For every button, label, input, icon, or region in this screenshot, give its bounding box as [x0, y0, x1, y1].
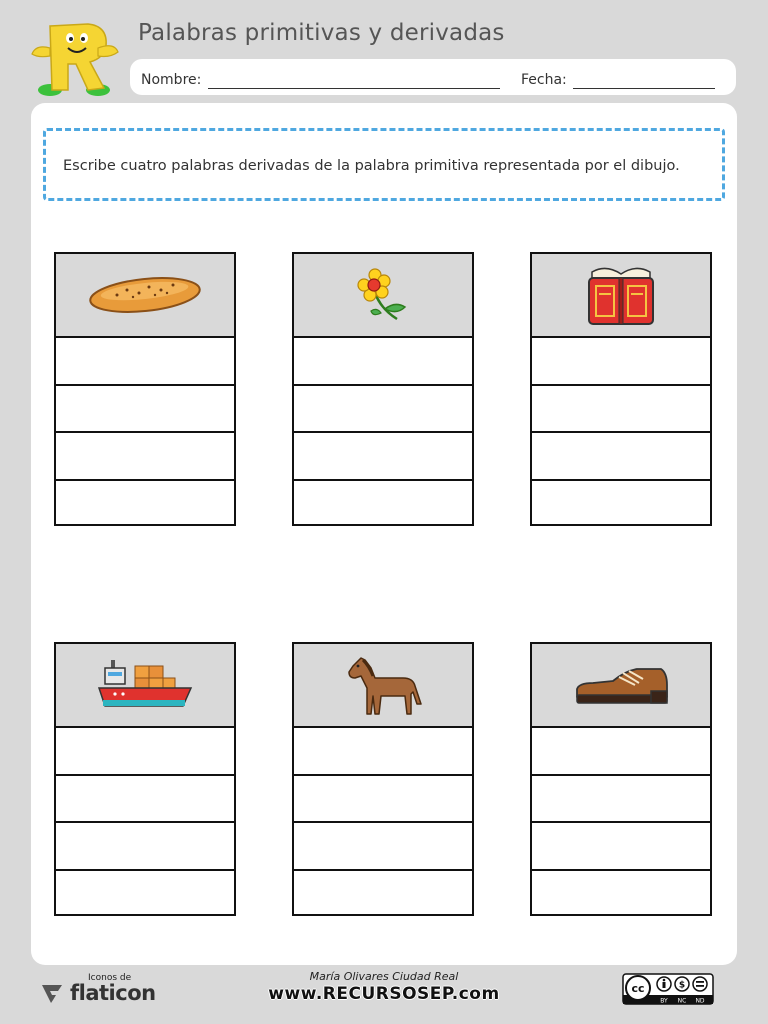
answer-line-4[interactable]	[56, 871, 234, 917]
word-card-book	[530, 252, 712, 526]
no-derivatives-icon	[693, 977, 707, 991]
name-date-bar	[130, 59, 736, 95]
date-label: Fecha:	[521, 72, 567, 88]
answer-line-2[interactable]	[294, 776, 472, 824]
ship-icon	[95, 654, 195, 716]
answer-line-3[interactable]	[56, 823, 234, 871]
name-field[interactable]	[208, 88, 500, 89]
answer-line-3[interactable]	[294, 433, 472, 481]
card-picture	[56, 254, 234, 338]
license-by-label: BY	[660, 997, 668, 1005]
word-card-shoe	[530, 642, 712, 916]
svg-text:$: $	[678, 980, 686, 991]
name-label: Nombre:	[141, 72, 202, 88]
shoe-icon	[573, 663, 669, 707]
word-card-ship	[54, 642, 236, 916]
instruction-text: Escribe cuatro palabras derivadas de la palabra primitiva representada por el dibujo.	[63, 158, 680, 174]
answer-line-1[interactable]	[532, 728, 710, 776]
word-card-horse	[292, 642, 474, 916]
book-icon	[586, 262, 656, 328]
creative-commons-license-badge	[622, 973, 714, 1005]
card-picture	[532, 254, 710, 338]
answer-line-1[interactable]	[56, 338, 234, 386]
date-field[interactable]	[573, 88, 715, 89]
answer-line-3[interactable]	[56, 433, 234, 481]
answer-line-3[interactable]	[532, 433, 710, 481]
instruction-box	[43, 128, 725, 201]
answer-line-2[interactable]	[56, 776, 234, 824]
answer-line-1[interactable]	[56, 728, 234, 776]
word-card-bread	[54, 252, 236, 526]
word-card-flower	[292, 252, 474, 526]
icons-credit-label: Iconos de	[88, 973, 132, 983]
bread-icon	[87, 273, 203, 317]
answer-line-1[interactable]	[294, 338, 472, 386]
answer-line-1[interactable]	[294, 728, 472, 776]
answer-line-4[interactable]	[532, 871, 710, 917]
flower-icon	[351, 265, 415, 325]
author-name: María Olivares Ciudad Real	[309, 970, 459, 983]
horse-icon	[343, 652, 423, 718]
answer-line-4[interactable]	[294, 481, 472, 527]
license-nd-label: ND	[695, 997, 705, 1005]
answer-line-2[interactable]	[532, 386, 710, 434]
card-picture	[294, 644, 472, 728]
flaticon-brand: flaticon	[70, 981, 156, 1005]
recursosep-mascot-logo	[28, 18, 120, 98]
answer-line-2[interactable]	[56, 386, 234, 434]
answer-line-3[interactable]	[294, 823, 472, 871]
answer-line-4[interactable]	[56, 481, 234, 527]
card-picture	[56, 644, 234, 728]
answer-line-2[interactable]	[294, 386, 472, 434]
cc-icon: cc	[631, 982, 645, 995]
answer-line-4[interactable]	[532, 481, 710, 527]
card-picture	[532, 644, 710, 728]
answer-line-3[interactable]	[532, 823, 710, 871]
answer-line-4[interactable]	[294, 871, 472, 917]
worksheet-panel	[31, 103, 737, 965]
page-title: Palabras primitivas y derivadas	[138, 20, 505, 46]
answer-line-2[interactable]	[532, 776, 710, 824]
card-picture	[294, 254, 472, 338]
license-nc-label: NC	[677, 997, 687, 1005]
website-link[interactable]: www.RECURSOSEP.com	[268, 984, 500, 1004]
answer-line-1[interactable]	[532, 338, 710, 386]
